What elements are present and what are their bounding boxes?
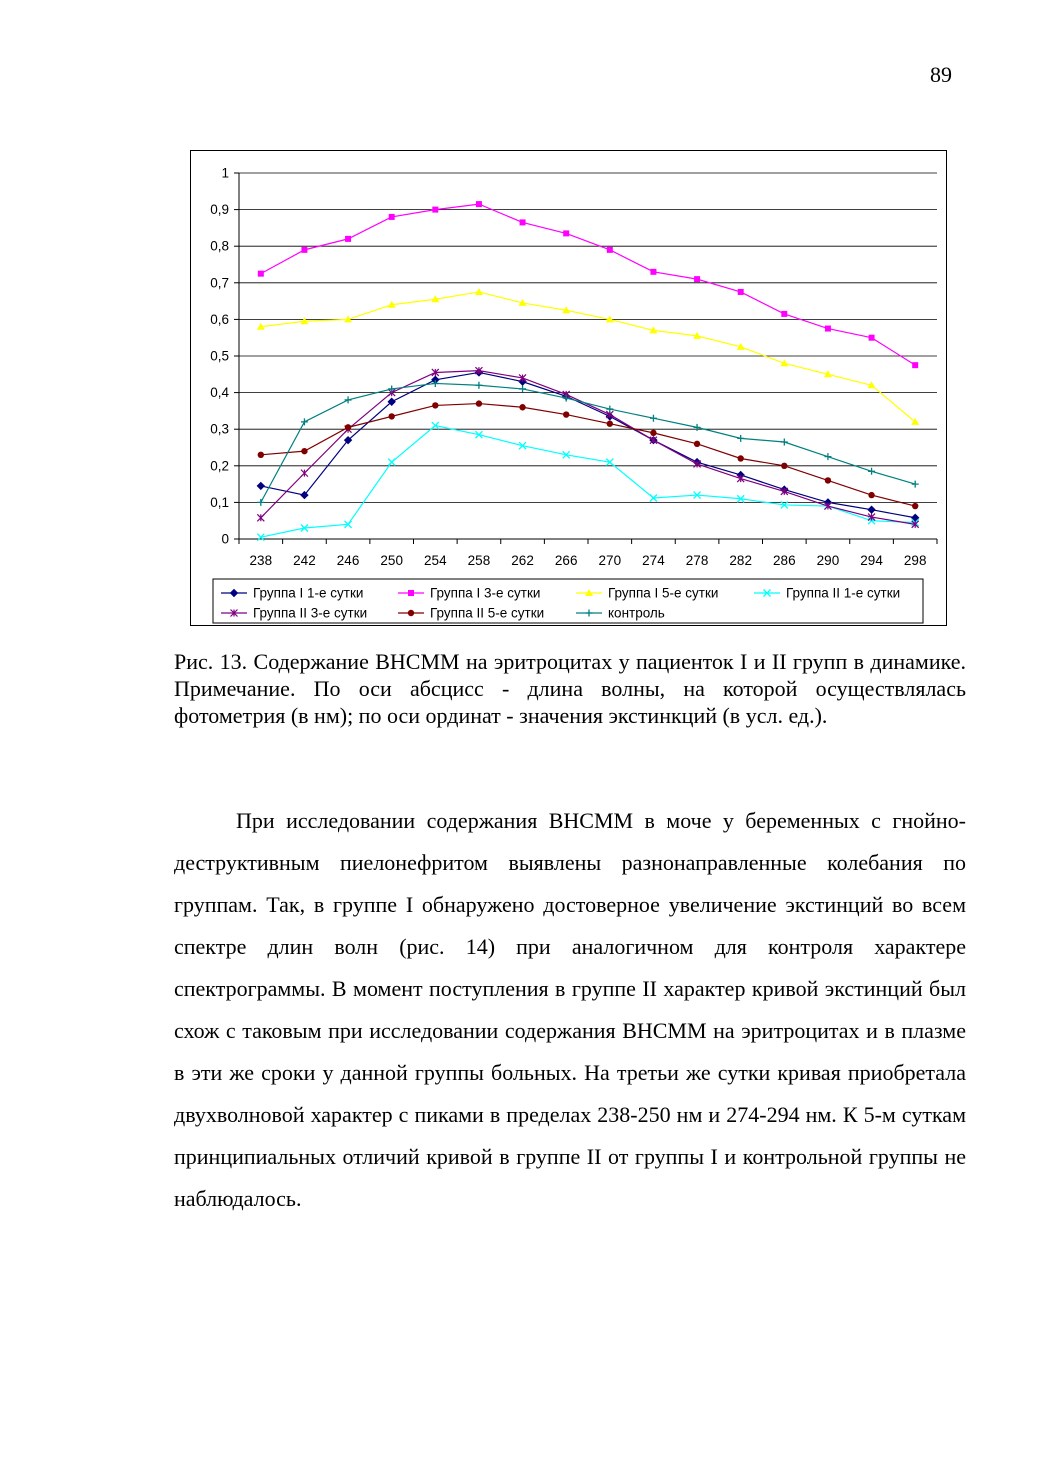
data-point <box>301 448 307 454</box>
data-point <box>825 326 831 332</box>
y-tick-label: 1 <box>221 165 229 181</box>
series-line-6 <box>261 404 915 506</box>
data-point <box>912 481 919 488</box>
data-point <box>345 396 352 403</box>
y-tick-label: 0,1 <box>210 494 229 510</box>
x-tick-label: 278 <box>685 553 709 568</box>
legend-label: Группа I 3-е сутки <box>430 585 541 601</box>
x-tick-label: 238 <box>249 553 273 568</box>
data-point <box>388 459 395 466</box>
body-paragraph: При исследовании содержания ВНСММ в моче у беременных с гнойно-деструктивным пиелонефритом выявлены разнонаправленные колебания по группам. Так, в группе I обнаружено достоверное увеличение экстинций во всем спектре длин волн (рис. 14) при аналогичном для контроля характере спектрограммы. В момент поступления в группе II характер кривой экстинций был схож с таковым при исследовании содержания ВНСММ на эритроцитах и в плазме в эти же сроки у данной группы больных. На третьи же сутки кривая приобретала двухволновой характер с пиками в пределах 238-250 нм и 274-294 нм. К 5-м суткам принципиальных отличий кривой в группе II от группы I и контрольной группы не наблюдалось. <box>174 808 966 1211</box>
y-tick-label: 0,7 <box>210 275 229 291</box>
data-point <box>912 503 918 509</box>
data-point <box>563 230 569 236</box>
series-line-2 <box>261 204 915 365</box>
data-point <box>389 214 395 220</box>
x-tick-label: 250 <box>380 553 403 568</box>
data-point <box>432 402 438 408</box>
data-point <box>607 247 613 253</box>
legend-label: Группа II 1-е сутки <box>786 585 901 601</box>
data-point <box>738 289 744 295</box>
series-line-4 <box>261 426 915 538</box>
data-point <box>476 400 482 406</box>
data-point <box>650 430 656 436</box>
data-point <box>257 514 264 521</box>
data-point <box>737 435 744 442</box>
data-point <box>301 247 307 253</box>
figure-caption: Рис. 13. Содержание ВНСММ на эритроцитах у пациенток I и II групп в динамике. Примечание. По оси абсцисс - длина волны, на которой осуществлялась фотометрия (в нм); по оси ординат - значения экстинкций (в усл. ед.). <box>174 649 966 728</box>
data-point <box>388 413 394 419</box>
data-point <box>258 452 264 458</box>
data-point <box>432 207 438 213</box>
data-point <box>563 411 569 417</box>
data-point <box>912 362 918 368</box>
series-line-3 <box>261 292 915 422</box>
data-point <box>737 455 743 461</box>
data-point <box>868 468 875 475</box>
series-line-1 <box>261 372 915 517</box>
x-tick-label: 242 <box>293 553 316 568</box>
data-point <box>650 415 657 422</box>
data-point <box>868 492 874 498</box>
data-point <box>868 506 875 513</box>
legend-marker <box>408 590 414 596</box>
data-point <box>650 269 656 275</box>
data-point <box>781 463 787 469</box>
x-tick-label: 298 <box>903 553 927 568</box>
chart-figure <box>190 150 947 626</box>
data-point <box>519 385 526 392</box>
y-tick-label: 0,4 <box>210 385 229 401</box>
data-point <box>476 201 482 207</box>
x-tick-label: 266 <box>554 553 578 568</box>
x-tick-label: 286 <box>773 553 796 568</box>
x-tick-label: 274 <box>642 553 665 568</box>
page-number: 89 <box>930 62 952 87</box>
x-tick-label: 270 <box>598 553 622 568</box>
x-tick-label: 254 <box>424 553 447 568</box>
line-chart <box>191 151 946 625</box>
legend-label: Группа II 3-е сутки <box>253 605 368 621</box>
x-tick-label: 282 <box>729 553 752 568</box>
data-point <box>825 477 831 483</box>
x-tick-label: 294 <box>860 553 883 568</box>
y-tick-label: 0,8 <box>210 238 229 254</box>
data-point <box>737 475 744 482</box>
data-point <box>301 418 308 425</box>
legend-marker <box>408 610 414 616</box>
data-point <box>694 460 701 467</box>
data-point <box>781 311 787 317</box>
y-tick-label: 0,5 <box>210 348 229 364</box>
legend-label: Группа I 1-е сутки <box>253 585 364 601</box>
data-point <box>519 404 525 410</box>
x-tick-label: 246 <box>336 553 360 568</box>
data-point <box>781 488 788 495</box>
data-point <box>475 288 483 295</box>
series-line-5 <box>261 371 915 525</box>
legend-label: Группа I 5-е сутки <box>608 585 719 601</box>
data-point <box>520 219 526 225</box>
data-point <box>301 470 308 477</box>
data-point <box>869 335 875 341</box>
data-point <box>475 382 482 389</box>
x-tick-label: 290 <box>816 553 840 568</box>
y-tick-label: 0,6 <box>210 311 229 327</box>
data-point <box>258 271 264 277</box>
legend-label: контроль <box>608 605 665 621</box>
data-point <box>607 421 613 427</box>
y-tick-label: 0,9 <box>210 202 229 218</box>
data-point <box>781 439 788 446</box>
data-point <box>824 453 831 460</box>
y-tick-label: 0 <box>221 531 229 547</box>
data-point <box>257 499 264 506</box>
data-point <box>345 236 351 242</box>
x-tick-label: 258 <box>467 553 491 568</box>
data-point <box>257 482 264 489</box>
data-point <box>694 424 701 431</box>
data-point <box>694 441 700 447</box>
data-point <box>694 276 700 282</box>
x-tick-label: 262 <box>511 553 534 568</box>
series-line-7 <box>261 383 915 502</box>
y-tick-label: 0,3 <box>210 421 229 437</box>
y-tick-label: 0,2 <box>210 458 229 474</box>
legend-label: Группа II 5-е сутки <box>430 605 545 621</box>
data-point <box>345 424 351 430</box>
